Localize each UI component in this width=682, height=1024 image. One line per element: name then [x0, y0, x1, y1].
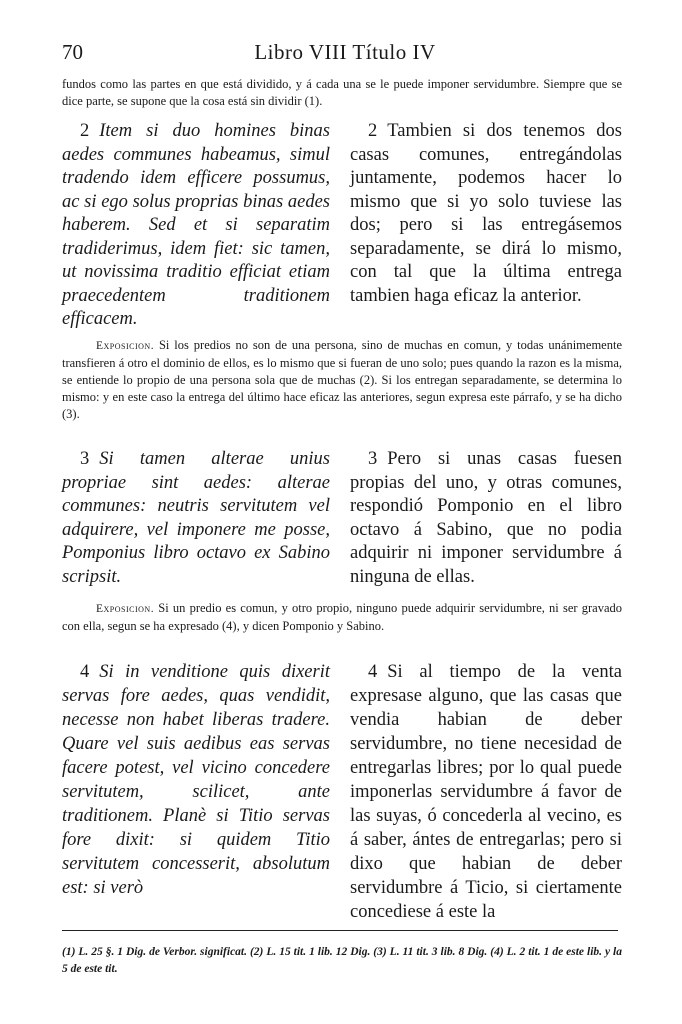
latin-column — [62, 660, 330, 900]
running-title: Libro VIII Título IV — [254, 40, 436, 64]
spanish-text: Tambien si dos tenemos dos casas comunes, entregándolas juntamente, podemos hacer lo mismo que si yo solo tuviese las dos; pero si las entregásemos separadamente, se dirá lo mismo, con tal que la última entrega tambien haga eficaz la anterior. — [350, 121, 622, 306]
section-number: 4 — [80, 662, 90, 682]
exposition-paragraph — [62, 600, 622, 635]
page-number: 70 — [62, 40, 83, 64]
spanish-text: Pero si unas casas fuesen propias del uno, y otras comunes, respondió Pomponio en el libro octavo á Sabino, que no podia adquirir ni imponer servidumbre á ninguna de ellas. — [350, 449, 622, 587]
latin-column — [62, 448, 330, 589]
latin-text: Si in venditione quis dixerit servas fore aedes, quas vendidit, necesse non habet liberas tradere. Quare vel suis aedibus eas servas facere potest, vel vicino concedere servitutem, scilicet, ante traditionem. Planè si Titio servas fore dixit: si quidem Titio servitutem concesserit, absolutum est: si verò — [62, 662, 330, 898]
section-4 — [62, 660, 622, 922]
exposition-label: Exposicion. — [96, 603, 155, 615]
footnotes: (1) L. 25 §. 1 Dig. de Verbor. significat. (2) L. 15 tit. 1 lib. 12 Dig. (3) L. 11 tit. 3 lib. 8 Dig. (4) L. 2 tit. 1 de este lib. y la 5 de este tit. — [62, 946, 622, 975]
section-number: 3 — [80, 449, 90, 469]
section-number: 2 — [368, 121, 378, 141]
section-number: 3 — [368, 449, 378, 469]
latin-text: Si tamen alterae unius propriae sint aedes: alterae communes: neutris servitutem vel adquirere, vel imponere me posse, Pomponius libro octavo ex Sabino scripsit. — [62, 449, 330, 587]
exposition-text: Si un predio es comun, y otro propio, ninguno puede adquirir servidumbre, ni ser gravado con ella, segun se ha expresado (4), y dicen Pomponio y Sabino. — [62, 601, 622, 633]
spanish-text: Si al tiempo de la venta expresase alguno, que las casas que vendia habian de deber servidumbre, no tiene necesidad de entregarlas libres; por lo qual puede imponerlas servidumbre á favor de las suyas, ó concederla al vecino, es á saber, ántes de entregarlas; pero si dixo que habian de deber servidumbre á Ticio, si ciertamente concediese á este la — [350, 662, 622, 922]
intro-paragraph: fundos como las partes en que está dividido, y á cada una se le puede imponer servidumbre. Siempre que se dice parte, se supone que la cosa está sin dividir (1). — [62, 77, 622, 108]
exposition-paragraph — [62, 337, 622, 423]
spanish-column — [350, 448, 622, 589]
page-header — [62, 40, 628, 68]
exposition-text: Si los predios no son de una persona, sino de muchas en comun, y todas unánimemente transfieren á otro el dominio de ellos, es lo mismo que si fueran de uno solo; pues quando la razon es la misma, se entiende lo propio de una persona sola que de muchas (2). Si los entregan separadamente, se determina lo mismo: y en este caso la entrega del último hace eficaz las anteriores, segun expresa este párrafo, y se ha dicho (3). — [62, 338, 622, 421]
spanish-column — [350, 660, 622, 924]
spanish-column — [350, 120, 622, 308]
section-3 — [62, 448, 622, 588]
section-number: 4 — [368, 662, 378, 682]
latin-column — [62, 120, 330, 332]
exposition-label: Exposicion. — [96, 340, 155, 352]
section-number: 2 — [80, 121, 90, 141]
latin-text: Item si duo homines binas aedes communes habeamus, simul tradendo idem efficere possumus, ac si ego solus proprias binas aedes haberem. Sed et si separatim tradiderimus, idem fiet: sic tamen, ut novissima traditio efficiat etiam praecedentem traditionem efficacem. — [62, 121, 330, 329]
section-2 — [62, 120, 622, 330]
footnote-divider — [62, 930, 618, 931]
